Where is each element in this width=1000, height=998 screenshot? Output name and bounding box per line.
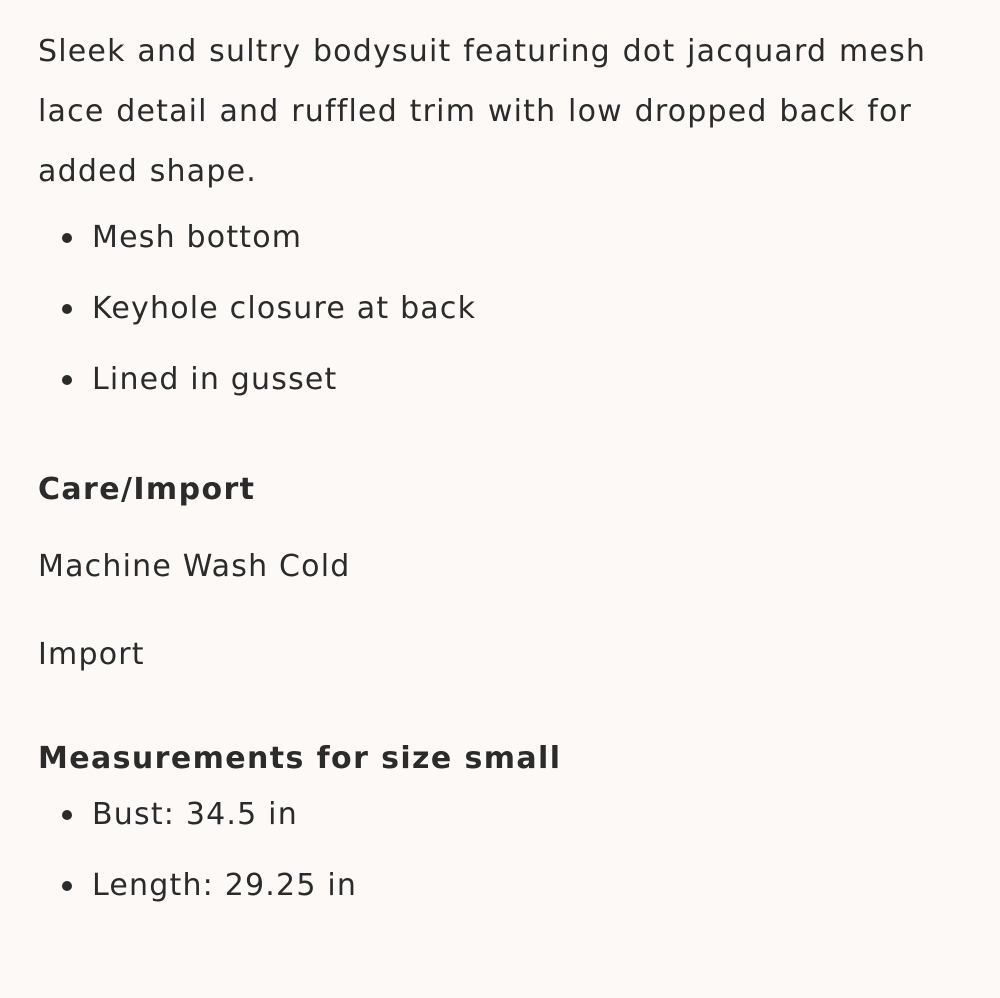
feature-text: Lined in gusset [92, 362, 338, 397]
list-item [38, 344, 978, 415]
feature-text: Keyhole closure at back [92, 291, 477, 326]
bullet-icon [62, 881, 72, 891]
product-description: Sleek and sultry bodysuit featuring dot jacquard mesh lace detail and ruffled trim with low dropped back for added shape. [38, 34, 927, 189]
measurements-heading: Measurements for size small [38, 741, 562, 776]
bullet-icon [62, 810, 72, 820]
bullet-icon [62, 375, 72, 385]
measurement-list [38, 779, 978, 921]
import-note: Import [38, 637, 145, 672]
care-instruction: Machine Wash Cold [38, 549, 351, 584]
measurement-text: Bust: 34.5 in [92, 797, 298, 832]
list-item [38, 202, 978, 273]
product-details [38, 0, 978, 921]
list-item [38, 779, 978, 850]
measurement-text: Length: 29.25 in [92, 868, 358, 903]
feature-text: Mesh bottom [92, 220, 303, 255]
care-heading: Care/Import [38, 472, 256, 507]
bullet-icon [62, 233, 72, 243]
feature-list [38, 202, 978, 415]
bullet-icon [62, 304, 72, 314]
list-item [38, 273, 978, 344]
list-item [38, 850, 978, 921]
